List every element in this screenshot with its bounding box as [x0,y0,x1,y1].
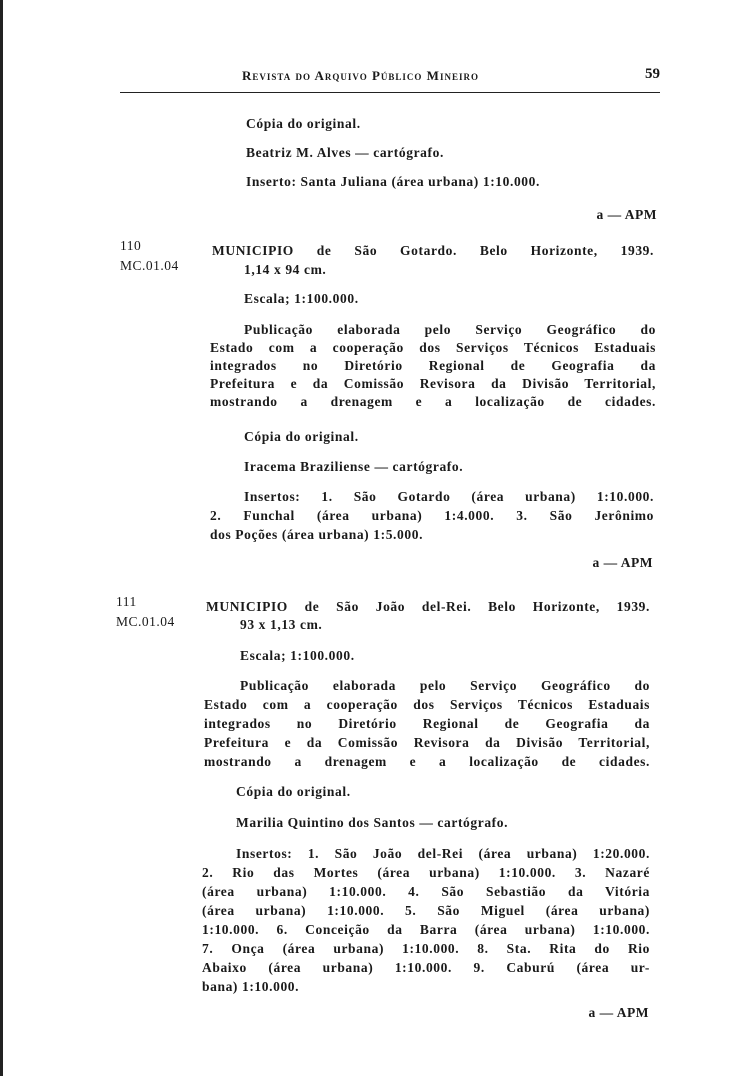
entry-111-scale: Escala; 1:100.000. [240,648,355,663]
entry-111-dimensions: 93 x 1,13 cm. [240,617,323,632]
entry-111-code: MC.01.04 [116,614,175,629]
top-inset: Inserto: Santa Juliana (área urbana) 1:10.000. [246,174,540,189]
entry-111-copy-note: Cópia do original. [236,784,351,799]
entry-110-copy-note: Cópia do original. [244,429,359,444]
top-location: a — APM [596,207,657,222]
entry-111-cartographer: Marilia Quintino dos Santos — cartógrafo. [236,815,509,830]
entry-111-insets-line: 1:10.000. 6. Conceição da Barra (área urbana) 1:10.000. [202,922,650,937]
entry-111-insets-line: Insertos: 1. São João del-Rei (área urbana) 1:20.000. [236,846,650,861]
entry-111-number: 111 [116,594,137,609]
entry-110-insets-line: Insertos: 1. São Gotardo (área urbana) 1:10.000. [244,489,654,504]
entry-111-desc-line: Publicação elaborada pelo Serviço Geográfico do [240,678,650,693]
entry-111-desc-line: mostrando a drenagem e a localização de cidades. [204,754,650,769]
entry-111-title: MUNICIPIO de São João del-Rei. Belo Horizonte, 1939. [206,599,650,614]
entry-111-desc-line: integrados no Diretório Regional de Geografia da [204,716,650,731]
entry-111-insets-line: 7. Onça (área urbana) 1:10.000. 8. Sta. Rita do Rio [202,941,650,956]
entry-110-number: 110 [120,238,142,253]
entry-111-insets-line: (área urbana) 1:10.000. 5. São Miguel (área urbana) [202,903,650,918]
entry-110-cartographer: Iracema Braziliense — cartógrafo. [244,459,464,474]
entry-110-code: MC.01.04 [120,258,179,273]
entry-110-desc-line: mostrando a drenagem e a localização de cidades. [210,394,656,409]
top-copy-note: Cópia do original. [246,116,361,131]
entry-110-scale: Escala; 1:100.000. [244,291,359,306]
entry-110-desc-line: Prefeitura e da Comissão Revisora da Divisão Territorial, [210,376,656,391]
entry-110-insets-line: 2. Funchal (área urbana) 1:4.000. 3. São Jerônimo [210,508,654,523]
top-cartographer: Beatriz M. Alves — cartógrafo. [246,145,444,160]
journal-title: Revista do Arquivo Público Mineiro [242,68,479,83]
entry-110-location: a — APM [592,555,653,570]
entry-110-title: MUNICIPIO de São Gotardo. Belo Horizonte, 1939. [212,243,654,258]
entry-111-location: a — APM [588,1005,649,1020]
entry-111-desc-line: Estado com a cooperação dos Serviços Técnicos Estaduais [204,697,650,712]
entry-111-insets-line: Abaixo (área urbana) 1:10.000. 9. Caburú (área ur- [202,960,650,975]
entry-110-desc-line: Publicação elaborada pelo Serviço Geográfico do [244,322,656,337]
page-number: 59 [645,66,660,82]
entry-110-desc-line: Estado com a cooperação dos Serviços Técnicos Estaduais [210,340,656,355]
page-edge [0,0,3,1076]
entry-111-insets-line: (área urbana) 1:10.000. 4. São Sebastião da Vitória [202,884,650,899]
entry-111-insets-line: 2. Rio das Mortes (área urbana) 1:10.000. 3. Nazaré [202,865,650,880]
running-header [120,66,660,93]
entry-110-insets-line: dos Poções (área urbana) 1:5.000. [210,527,424,542]
entry-111-desc-line: Prefeitura e da Comissão Revisora da Divisão Territorial, [204,735,650,750]
entry-110-desc-line: integrados no Diretório Regional de Geografia da [210,358,656,373]
entry-110-dimensions: 1,14 x 94 cm. [244,262,327,277]
entry-111-insets-line: bana) 1:10.000. [202,979,300,994]
